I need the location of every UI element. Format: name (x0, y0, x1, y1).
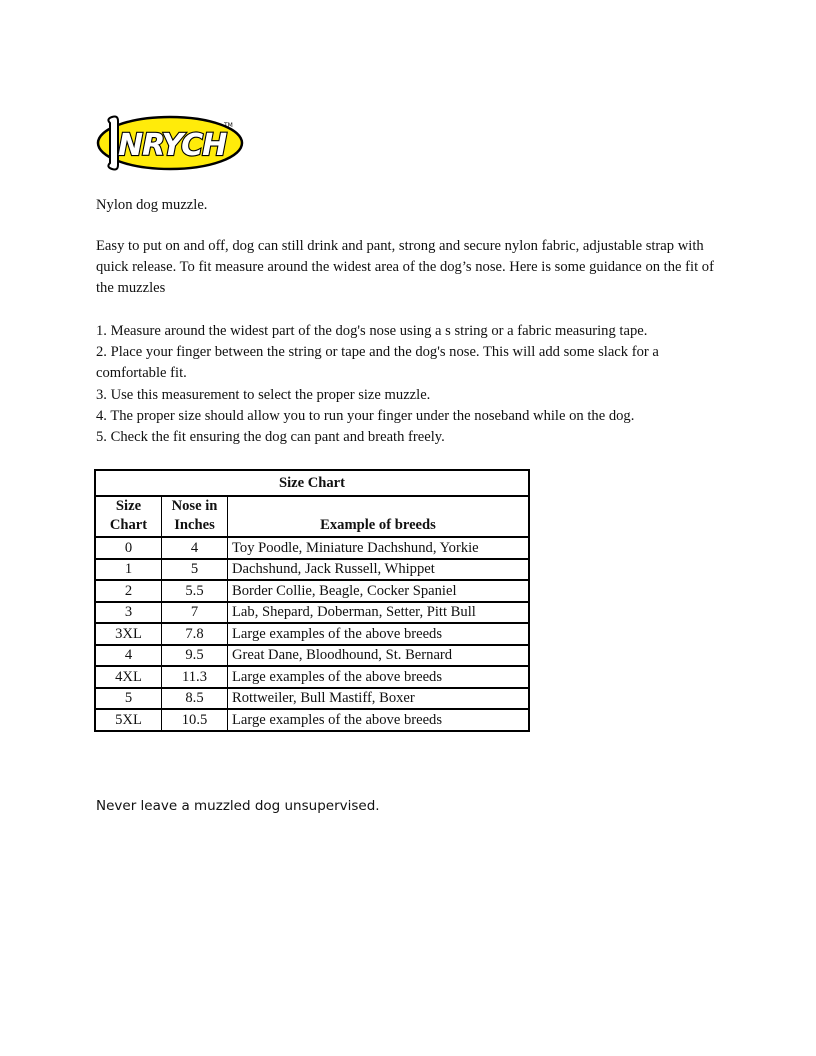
nose-cell: 4 (162, 537, 228, 559)
size-cell: 5XL (95, 709, 162, 731)
table-row (95, 666, 529, 688)
table-row (95, 537, 529, 559)
instruction-step: 3. Use this measurement to select the proper size muzzle. (96, 386, 431, 403)
enrych-logo (96, 113, 246, 171)
instruction-step: 2. Place your finger between the string or tape and the dog's nose. This will add some slack for a comfortable fit. (96, 344, 659, 382)
size-cell: 4XL (95, 666, 162, 688)
size-cell: 2 (95, 580, 162, 602)
size-chart-table (94, 469, 530, 732)
table-row (95, 623, 529, 645)
column-header-nose: Nose in Inches (162, 496, 228, 537)
table-row (95, 688, 529, 710)
instruction-step: 5. Check the fit ensuring the dog can pant and breath freely. (96, 429, 445, 446)
enrych-logo-graphic (96, 113, 246, 171)
size-cell: 4 (95, 645, 162, 667)
instruction-step: 1. Measure around the widest part of the dog's nose using a s string or a fabric measuring tape. (96, 323, 648, 339)
table-row (95, 602, 529, 624)
size-cell: 3 (95, 602, 162, 624)
nose-cell: 8.5 (162, 688, 228, 710)
nose-cell: 11.3 (162, 666, 228, 688)
logo-wordmark: NRYCH (118, 128, 227, 163)
nose-cell: 5 (162, 559, 228, 581)
breeds-cell: Great Dane, Bloodhound, St. Bernard (228, 645, 530, 667)
column-header-size: Size Chart (95, 496, 162, 537)
column-header-breeds: Example of breeds (228, 496, 530, 537)
table-header-row (95, 496, 529, 537)
table-row (95, 709, 529, 731)
breeds-cell: Large examples of the above breeds (228, 666, 530, 688)
nose-cell: 10.5 (162, 709, 228, 731)
breeds-cell: Large examples of the above breeds (228, 709, 530, 731)
instruction-step: 4. The proper size should allow you to run your finger under the noseband while on the dog. (96, 407, 635, 424)
breeds-cell: Dachshund, Jack Russell, Whippet (228, 559, 530, 581)
size-cell: 3XL (95, 623, 162, 645)
size-cell: 5 (95, 688, 162, 710)
nose-cell: 9.5 (162, 645, 228, 667)
breeds-cell: Border Collie, Beagle, Cocker Spaniel (228, 580, 530, 602)
size-cell: 0 (95, 537, 162, 559)
fit-instructions-list (96, 321, 721, 448)
product-title: Nylon dog muzzle. (96, 197, 208, 213)
breeds-cell: Lab, Shepard, Doberman, Setter, Pitt Bull (228, 602, 530, 624)
breeds-cell: Rottweiler, Bull Mastiff, Boxer (228, 688, 530, 710)
size-chart-title: Size Chart (95, 470, 529, 496)
size-cell: 1 (95, 559, 162, 581)
nose-cell: 7 (162, 602, 228, 624)
product-description: Easy to put on and off, dog can still drink and pant, strong and secure nylon fabric, adjustable strap with quick release. To fit measure around the widest area of the dog’s nose. Here is some guidance on the fit of the muzzles (96, 238, 714, 296)
table-row (95, 580, 529, 602)
breeds-cell: Toy Poodle, Miniature Dachshund, Yorkie (228, 537, 530, 559)
nose-cell: 7.8 (162, 623, 228, 645)
supervision-warning: Never leave a muzzled dog unsupervised. (96, 798, 380, 814)
nose-cell: 5.5 (162, 580, 228, 602)
table-row (95, 645, 529, 667)
table-row (95, 559, 529, 581)
breeds-cell: Large examples of the above breeds (228, 623, 530, 645)
logo-trademark: TM (224, 122, 233, 129)
